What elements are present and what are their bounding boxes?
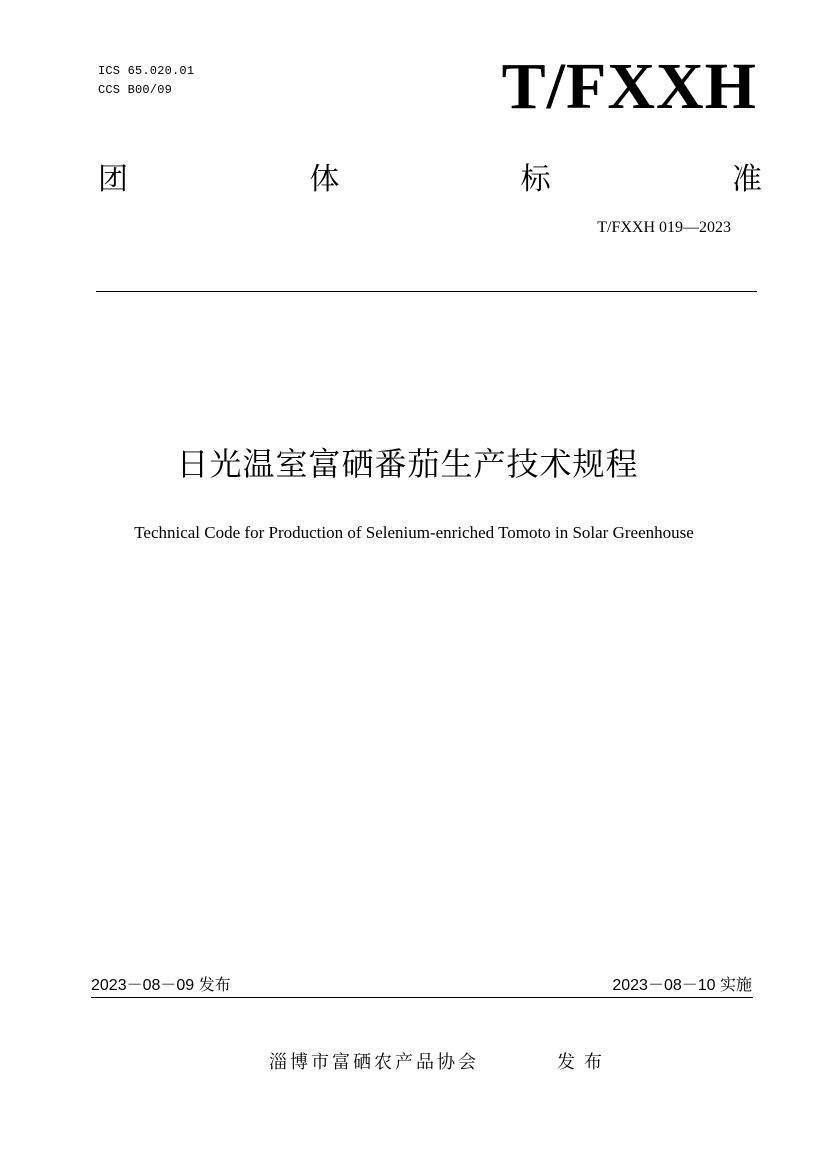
standard-type-char: 团 <box>98 162 128 197</box>
publisher-name: 淄博市富硒农产品协会 <box>269 1052 479 1073</box>
document-title-chinese: 日光温室富硒番茄生产技术规程 <box>176 445 639 483</box>
standard-type-heading <box>98 160 762 200</box>
standard-type-char: 体 <box>309 162 340 197</box>
ics-code: ICS 65.020.01 <box>98 64 195 78</box>
implementation-date: 2023－08－10 实施 <box>612 977 752 994</box>
document-title-english: Technical Code for Production of Selenium-enriched Tomoto in Solar Greenhouse <box>134 523 694 542</box>
header-divider <box>96 291 757 292</box>
standard-type-char: 准 <box>731 162 762 197</box>
classification-codes <box>98 62 194 100</box>
association-logo-text: T/FXXH <box>501 50 757 123</box>
issue-date: 2023－08－09 发布 <box>91 977 231 994</box>
standard-number: T/FXXH 019—2023 <box>597 219 731 236</box>
ccs-code: CCS B00/09 <box>98 83 173 97</box>
standard-type-char: 标 <box>520 162 551 197</box>
publish-label: 发布 <box>557 1052 611 1073</box>
footer-divider <box>91 997 753 998</box>
